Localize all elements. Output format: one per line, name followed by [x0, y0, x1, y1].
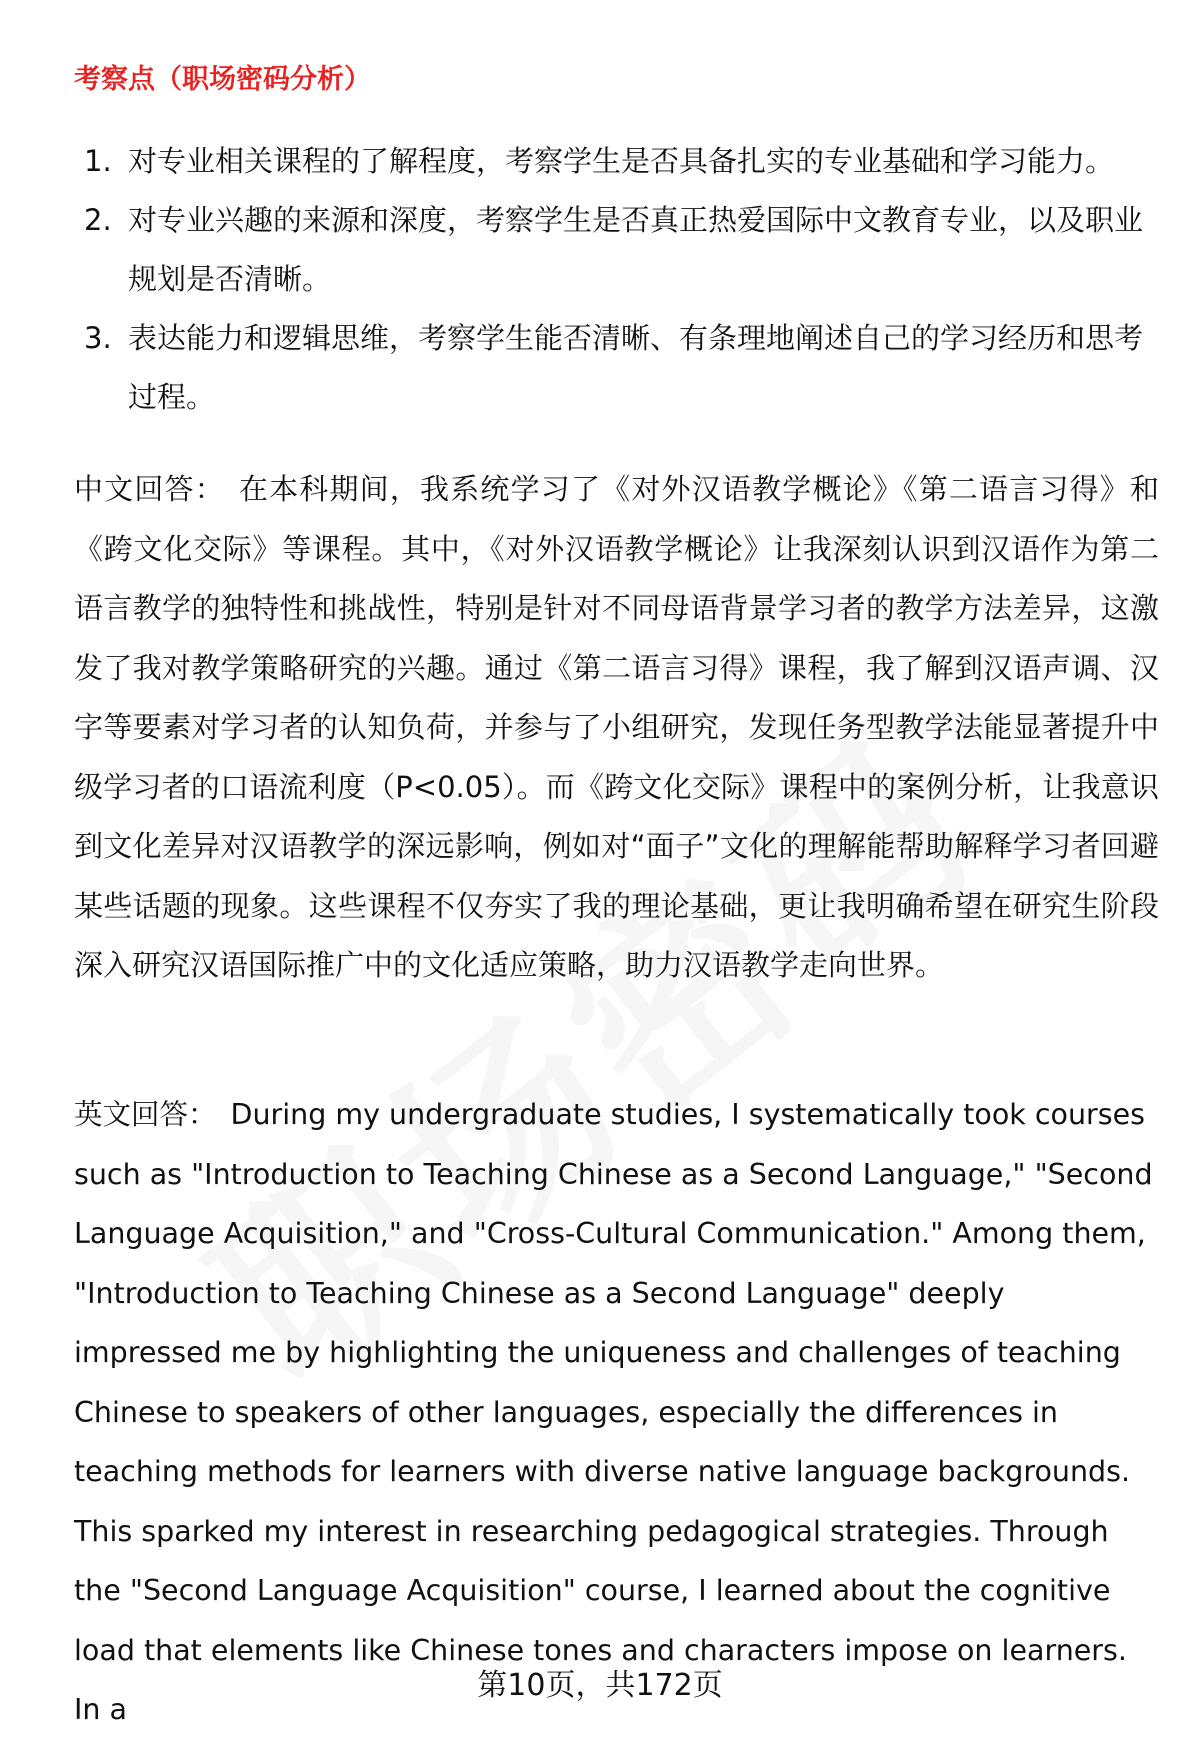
list-item-number: 2.: [84, 203, 112, 237]
list-item-number: 1.: [84, 144, 112, 178]
chinese-answer-paragraph: [74, 460, 1159, 996]
list-item-number: 3.: [84, 321, 112, 355]
list-item: [74, 191, 1154, 309]
section-heading: 考察点（职场密码分析）: [74, 64, 371, 95]
list-item: [74, 309, 1154, 427]
assessment-points-list: [74, 132, 1154, 427]
list-item-text: 表达能力和逻辑思维，考察学生能否清晰、有条理地阐述自己的学习经历和思考过程。: [128, 321, 1144, 414]
english-answer-text: During my undergraduate studies, I systematically took courses such as "Introduction to Teaching Chinese as a Second Language," "Second Language Acquisition," and "Cross-Cultural Communication." Among them, "Introduction to Teaching Chinese as a Second Language" deeply impressed me by highlighting the uniqueness and challenges of teaching Chinese to speakers of other languages, especially the differences in teaching methods for learners with diverse native language backgrounds. This sparked my interest in researching pedagogical strategies. Through the "Second Language Acquisition" course, I learned about the cognitive load that elements like Chinese tones and characters impose on learners. In a: [74, 1098, 1153, 1726]
list-item-text: 对专业相关课程的了解程度，考察学生是否具备扎实的专业基础和学习能力。: [128, 144, 1115, 178]
english-answer-label: 英文回答：: [74, 1098, 217, 1131]
chinese-answer-label: 中文回答：: [74, 472, 225, 506]
list-item-text: 对专业兴趣的来源和深度，考察学生是否真正热爱国际中文教育专业，以及职业规划是否清晰。: [128, 203, 1144, 296]
list-item: [74, 132, 1154, 191]
page-number-footer: 第10页，共172页: [477, 1668, 723, 1703]
chinese-answer-text: 在本科期间，我系统学习了《对外汉语教学概论》《第二语言习得》和《跨文化交际》等课程。其中，《对外汉语教学概论》让我深刻认识到汉语作为第二语言教学的独特性和挑战性，特别是针对不同母语背景学习者的教学方法差异，这激发了我对教学策略研究的兴趣。通过《第二语言习得》课程，我了解到汉语声调、汉字等要素对学习者的认知负荷，并参与了小组研究，发现任务型教学法能显著提升中级学习者的口语流利度（P<0.05）。而《跨文化交际》课程中的案例分析，让我意识到文化差异对汉语教学的深远影响，例如对“面子”文化的理解能帮助解释学习者回避某些话题的现象。这些课程不仅夯实了我的理论基础，更让我明确希望在研究生阶段深入研究汉语国际推广中的文化适应策略，助力汉语教学走向世界。: [74, 472, 1159, 982]
english-answer-paragraph: [74, 1085, 1159, 1740]
